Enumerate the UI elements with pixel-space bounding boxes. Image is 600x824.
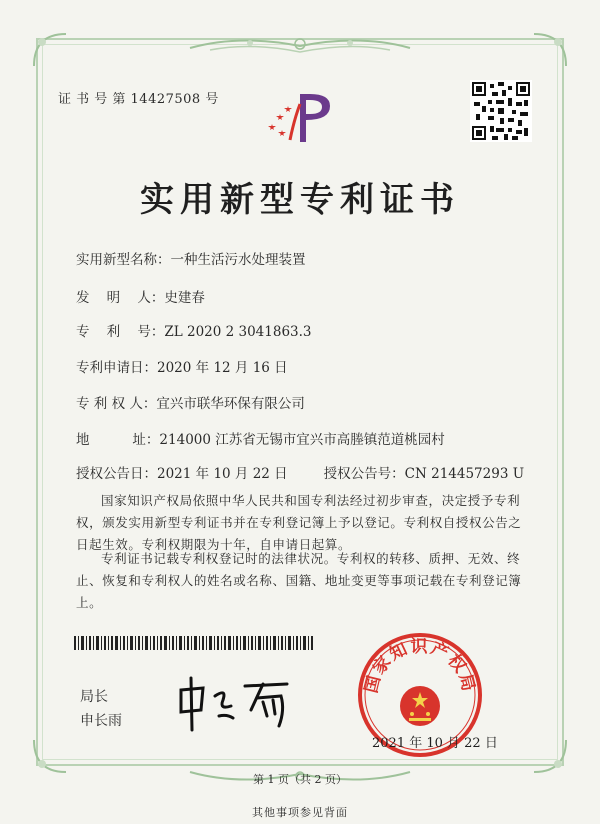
footer-note: 其他事项参见背面 <box>252 806 348 819</box>
field-application-date: 专利申请日：2020 年 12 月 16 日 <box>76 356 288 376</box>
grant-number-value: CN 214457293 U <box>404 466 525 482</box>
field-label: 发 明 人 <box>76 290 151 306</box>
field-label: 专利申请日 <box>76 360 144 376</box>
page-number: 第 1 页（共 2 页） <box>253 773 347 786</box>
field-label: 专 利 权 人 <box>76 396 143 412</box>
field-label: 专 利 号 <box>76 324 151 340</box>
field-value: 一种生活污水处理装置 <box>170 252 306 268</box>
corner-ornament-bl <box>30 736 70 776</box>
corner-ornament-br <box>530 736 570 776</box>
grant-date-label: 授权公告日 <box>76 466 144 482</box>
signatory-name: 申长雨 <box>80 713 122 729</box>
seal-text: 国家知识产权局 <box>361 637 479 696</box>
field-value: 史建春 <box>164 290 205 306</box>
certificate-number: 证 书 号 第 14427508 号 <box>58 92 219 107</box>
field-grant-info: 授权公告日：2021 年 10 月 22 日 授权公告号：CN 214457293 U <box>76 462 524 482</box>
field-value: 宜兴市联华环保有限公司 <box>156 396 305 412</box>
field-value: 214000 江苏省无锡市宜兴市高塍镇范道桃园村 <box>159 432 445 448</box>
top-ornament <box>180 34 420 58</box>
field-patent-number: 专 利 号：ZL 2020 2 3041863.3 <box>76 320 312 340</box>
field-utility-model-name: 实用新型名称：一种生活污水处理装置 <box>76 248 306 268</box>
statement-paragraph-2: 专利证书记载专利权登记时的法律状况。专利权的转移、质押、无效、终止、恢复和专利权人的姓名或名称、国籍、地址变更等事项记载在专利登记簿上。 <box>76 551 522 610</box>
certificate-title: 实用新型专利证书 <box>140 180 460 220</box>
grant-number-label: 授权公告号 <box>323 466 392 482</box>
field-value: 2020 年 12 月 16 日 <box>157 360 288 376</box>
qr-code[interactable] <box>470 80 532 142</box>
grant-date-value: 2021 年 10 月 22 日 <box>157 466 288 482</box>
cnipa-logo <box>260 90 350 150</box>
handwritten-signature <box>175 670 295 734</box>
barcode <box>74 636 314 650</box>
seal-date: 2021 年 10 月 22 日 <box>372 736 498 751</box>
field-label: 地 址 <box>76 432 146 448</box>
statement-paragraph-1: 国家知识产权局依照中华人民共和国专利法经过初步审查，决定授予专利权，颁发实用新型专利证书并在专利登记簿上予以登记。专利权自授权公告之日起生效。专利权期限为十年，自申请日起算。 <box>76 493 522 552</box>
field-label: 实用新型名称 <box>76 252 157 268</box>
corner-ornament-tl <box>30 30 70 70</box>
signatory-title: 局长 <box>80 689 108 705</box>
field-address: 地 址：214000 江苏省无锡市宜兴市高塍镇范道桃园村 <box>76 428 445 448</box>
field-patentee: 专 利 权 人：宜兴市联华环保有限公司 <box>76 392 305 412</box>
field-value: ZL 2020 2 3041863.3 <box>164 324 312 340</box>
corner-ornament-tr <box>530 30 570 70</box>
field-inventor: 发 明 人：史建春 <box>76 286 205 306</box>
